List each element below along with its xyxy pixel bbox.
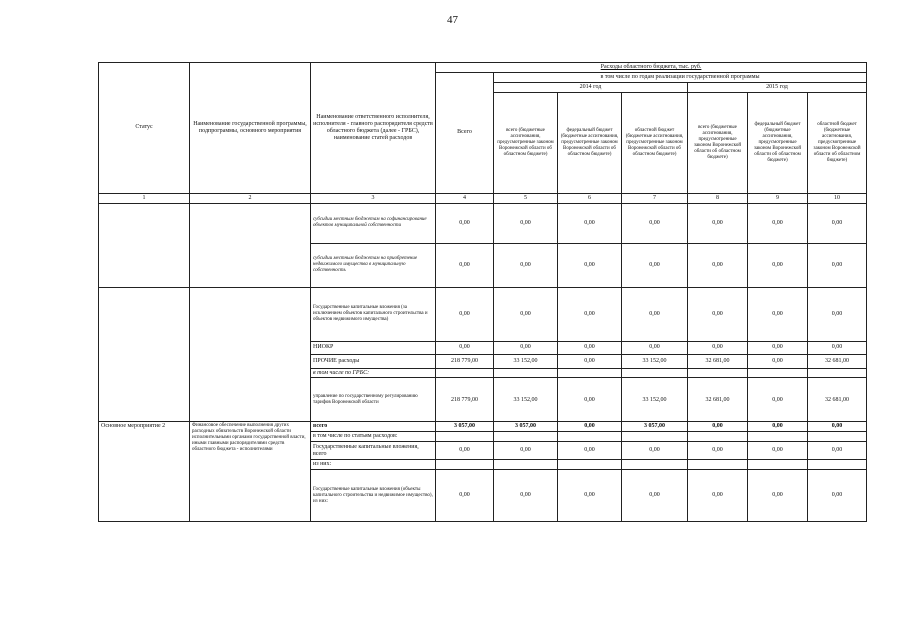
header-col10: областной бюджет (бюджетные ассигнования, предусмотренные законом Воронежской области об областном бюджете) bbox=[808, 92, 867, 193]
header-total: Всего bbox=[436, 72, 494, 193]
value-cell bbox=[688, 432, 748, 442]
expense-item: Государственные капитальные вложения (объекты капитального строительства и недвижимое имущество), из них: bbox=[311, 470, 436, 522]
value-cell bbox=[558, 432, 622, 442]
value-cell: 0,00 bbox=[748, 470, 808, 522]
header-expenses-title: Расходы областного бюджета, тыс. руб. bbox=[436, 63, 867, 73]
value-cell bbox=[436, 432, 494, 442]
expense-item: в том числе по статьям расходов: bbox=[311, 432, 436, 442]
value-cell: 0,00 bbox=[808, 203, 867, 243]
value-cell: 0,00 bbox=[436, 442, 494, 460]
value-cell: 0,00 bbox=[688, 422, 748, 432]
col-number: 10 bbox=[808, 193, 867, 203]
header-col7: областной бюджет (бюджетные ассигнования, предусмотренные законом Воронежской области об областном бюджете) bbox=[622, 92, 688, 193]
value-cell bbox=[688, 460, 748, 470]
value-cell: 33 152,00 bbox=[622, 378, 688, 422]
page-number: 47 bbox=[447, 14, 458, 26]
value-cell: 32 681,00 bbox=[688, 354, 748, 368]
value-cell: 0,00 bbox=[688, 243, 748, 287]
status-cell bbox=[99, 203, 190, 287]
value-cell bbox=[494, 460, 558, 470]
header-col5: всего (бюджетные ассигнования, предусмотренные законом Воронежской области об областном бюджете) bbox=[494, 92, 558, 193]
value-cell bbox=[436, 368, 494, 378]
value-cell: 0,00 bbox=[494, 341, 558, 354]
value-cell: 0,00 bbox=[436, 287, 494, 341]
value-cell bbox=[558, 460, 622, 470]
main-event-name: Финансовое обеспечение выполнения других расходных обязательств Воронежской области исполнительными органами государственной власти, иными главными распорядителями средств областного бюджета - исполнителями bbox=[190, 422, 311, 522]
value-cell: 0,00 bbox=[622, 470, 688, 522]
expense-item: управление по государственному регулированию тарифов Воронежской области bbox=[311, 378, 436, 422]
value-cell bbox=[436, 460, 494, 470]
value-cell: 32 681,00 bbox=[808, 354, 867, 368]
expense-item: всего bbox=[311, 422, 436, 432]
value-cell bbox=[688, 368, 748, 378]
header-col8: всего (бюджетные ассигнования, предусмотренные законом Воронежской области об областном бюджете) bbox=[688, 92, 748, 193]
header-year-2014: 2014 год bbox=[494, 82, 688, 92]
value-cell: 218 779,00 bbox=[436, 378, 494, 422]
col-number: 8 bbox=[688, 193, 748, 203]
value-cell: 0,00 bbox=[622, 341, 688, 354]
value-cell: 0,00 bbox=[808, 287, 867, 341]
value-cell: 0,00 bbox=[494, 243, 558, 287]
expense-item: НИОКР bbox=[311, 341, 436, 354]
value-cell: 218 779,00 bbox=[436, 354, 494, 368]
value-cell: 0,00 bbox=[808, 442, 867, 460]
value-cell bbox=[494, 368, 558, 378]
header-by-years: в том числе по годам реализации государственной программы bbox=[494, 72, 867, 82]
value-cell: 0,00 bbox=[808, 243, 867, 287]
col-number: 7 bbox=[622, 193, 688, 203]
value-cell: 0,00 bbox=[494, 203, 558, 243]
header-status: Статус bbox=[99, 63, 190, 194]
value-cell: 0,00 bbox=[808, 470, 867, 522]
value-cell: 0,00 bbox=[748, 341, 808, 354]
value-cell bbox=[808, 368, 867, 378]
value-cell: 0,00 bbox=[436, 341, 494, 354]
value-cell: 0,00 bbox=[622, 243, 688, 287]
value-cell: 0,00 bbox=[808, 422, 867, 432]
expense-item: из них: bbox=[311, 460, 436, 470]
value-cell bbox=[748, 460, 808, 470]
value-cell: 0,00 bbox=[622, 287, 688, 341]
header-col6: федеральный бюджет (бюджетные ассигнования, предусмотренные законом Воронежской области об областном бюджете) bbox=[558, 92, 622, 193]
value-cell bbox=[622, 368, 688, 378]
value-cell: 33 152,00 bbox=[494, 378, 558, 422]
value-cell: 0,00 bbox=[494, 287, 558, 341]
expense-item: Государственные капитальные вложения (за исключением объектов капитального строительства и объектов недвижимого имущества) bbox=[311, 287, 436, 341]
value-cell: 0,00 bbox=[688, 470, 748, 522]
value-cell: 33 152,00 bbox=[622, 354, 688, 368]
value-cell: 0,00 bbox=[688, 287, 748, 341]
value-cell: 0,00 bbox=[436, 470, 494, 522]
header-col9: федеральный бюджет (бюджетные ассигнования, предусмотренные законом Воронежской области об областном бюджете) bbox=[748, 92, 808, 193]
value-cell: 0,00 bbox=[748, 287, 808, 341]
value-cell bbox=[622, 460, 688, 470]
value-cell: 3 057,00 bbox=[622, 422, 688, 432]
value-cell: 0,00 bbox=[622, 203, 688, 243]
col-number: 1 bbox=[99, 193, 190, 203]
value-cell: 0,00 bbox=[558, 354, 622, 368]
col-number: 5 bbox=[494, 193, 558, 203]
expense-item: субсидии местным бюджетам на приобретение недвижимого имущества в муниципальную собственность bbox=[311, 243, 436, 287]
value-cell: 0,00 bbox=[688, 203, 748, 243]
value-cell bbox=[808, 460, 867, 470]
col-number: 2 bbox=[190, 193, 311, 203]
value-cell bbox=[808, 432, 867, 442]
expense-item: в том числе по ГРБС: bbox=[311, 368, 436, 378]
value-cell: 0,00 bbox=[748, 378, 808, 422]
col-number: 9 bbox=[748, 193, 808, 203]
header-program-name: Наименование государственной программы, подпрограммы, основного мероприятия bbox=[190, 63, 311, 194]
value-cell: 32 681,00 bbox=[688, 378, 748, 422]
table-row bbox=[99, 287, 867, 341]
value-cell bbox=[748, 432, 808, 442]
value-cell bbox=[494, 432, 558, 442]
expense-item: субсидии местным бюджетам на софинансирование объектов муниципальной собственности bbox=[311, 203, 436, 243]
header-year-2015: 2015 год bbox=[688, 82, 867, 92]
value-cell bbox=[622, 432, 688, 442]
column-numbers-row bbox=[99, 193, 867, 203]
header-executor-name: Наименование ответственного исполнителя, исполнителя - главного распорядителя средств областного бюджета (далее - ГРБС), наименование статей расходов bbox=[311, 63, 436, 194]
value-cell: 0,00 bbox=[748, 203, 808, 243]
col-number: 4 bbox=[436, 193, 494, 203]
value-cell: 0,00 bbox=[558, 442, 622, 460]
expense-item: ПРОЧИЕ расходы bbox=[311, 354, 436, 368]
value-cell: 0,00 bbox=[494, 442, 558, 460]
value-cell: 3 057,00 bbox=[494, 422, 558, 432]
value-cell: 3 057,00 bbox=[436, 422, 494, 432]
value-cell: 0,00 bbox=[808, 341, 867, 354]
value-cell: 0,00 bbox=[436, 243, 494, 287]
expense-item: Государственные капитальные вложения, всего bbox=[311, 442, 436, 460]
value-cell: 0,00 bbox=[558, 341, 622, 354]
col-number: 6 bbox=[558, 193, 622, 203]
program-cell bbox=[190, 203, 311, 287]
value-cell bbox=[558, 368, 622, 378]
value-cell: 0,00 bbox=[748, 442, 808, 460]
value-cell: 0,00 bbox=[622, 442, 688, 460]
table-row bbox=[99, 422, 867, 432]
value-cell: 0,00 bbox=[436, 203, 494, 243]
value-cell: 0,00 bbox=[558, 422, 622, 432]
budget-table bbox=[98, 62, 867, 522]
value-cell: 0,00 bbox=[558, 470, 622, 522]
value-cell: 0,00 bbox=[558, 378, 622, 422]
value-cell: 0,00 bbox=[748, 354, 808, 368]
program-cell bbox=[190, 287, 311, 422]
value-cell: 33 152,00 bbox=[494, 354, 558, 368]
value-cell: 0,00 bbox=[558, 243, 622, 287]
value-cell: 0,00 bbox=[688, 341, 748, 354]
value-cell: 0,00 bbox=[688, 442, 748, 460]
value-cell: 0,00 bbox=[558, 203, 622, 243]
value-cell: 0,00 bbox=[558, 287, 622, 341]
value-cell: 0,00 bbox=[748, 422, 808, 432]
value-cell: 0,00 bbox=[748, 243, 808, 287]
status-cell bbox=[99, 287, 190, 422]
main-event-status: Основное мероприятие 2 bbox=[99, 422, 190, 522]
col-number: 3 bbox=[311, 193, 436, 203]
value-cell: 32 681,00 bbox=[808, 378, 867, 422]
value-cell bbox=[748, 368, 808, 378]
table-row bbox=[99, 203, 867, 243]
value-cell: 0,00 bbox=[494, 470, 558, 522]
